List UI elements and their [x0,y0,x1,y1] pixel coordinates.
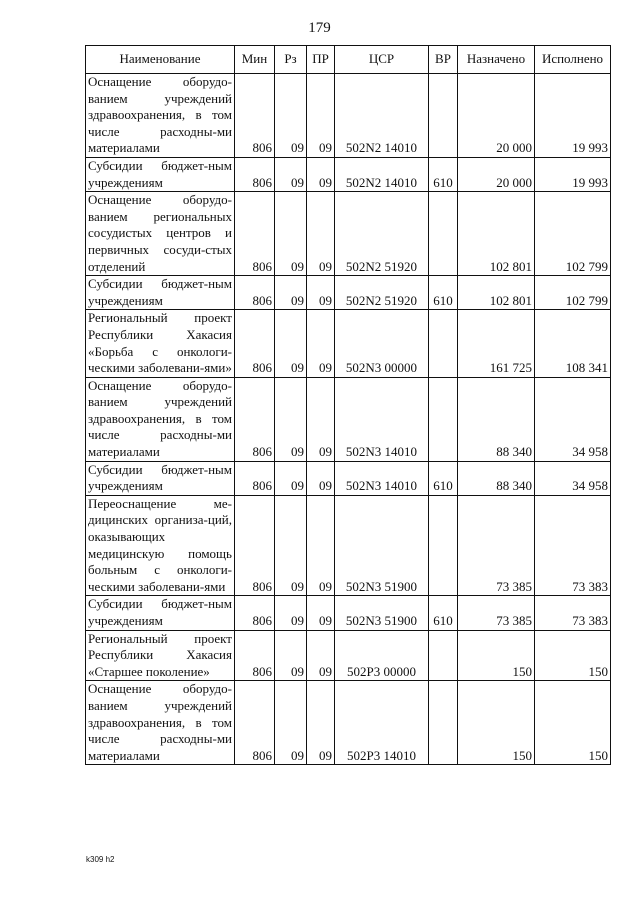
table-row [86,74,611,158]
table-row [86,630,611,681]
cell-pr: 09 [307,74,335,158]
cell-pr: 09 [307,630,335,681]
cell-assigned: 73 385 [458,596,535,630]
header-name: Наименование [86,46,235,74]
footer-code: k309 h2 [86,855,115,864]
cell-vr: 610 [429,596,458,630]
cell-csr: 502N2 51920 [335,276,429,310]
cell-pr: 09 [307,461,335,495]
cell-csr: 502N3 14010 [335,461,429,495]
cell-executed: 34 958 [535,377,611,461]
table-header-row [86,46,611,74]
cell-pr: 09 [307,192,335,276]
cell-pr: 09 [307,596,335,630]
cell-executed: 150 [535,681,611,765]
cell-pr: 09 [307,276,335,310]
cell-assigned: 102 801 [458,276,535,310]
cell-vr: 610 [429,276,458,310]
cell-rz: 09 [275,157,307,191]
cell-csr: 502N3 51900 [335,495,429,596]
cell-pr: 09 [307,157,335,191]
cell-min: 806 [235,681,275,765]
cell-executed: 108 341 [535,310,611,377]
cell-name: Оснащение оборудо-ванием учреждений здравоохранения, в том числе расходны-ми материалами [86,377,235,461]
cell-csr: 502N2 14010 [335,157,429,191]
cell-rz: 09 [275,495,307,596]
cell-name: Субсидии бюджет-ным учреждениям [86,157,235,191]
cell-name: Переоснащение ме-дицинских организа-ций, оказывающих медицинскую помощь больным с онкологи-ческими заболевани-ями [86,495,235,596]
cell-min: 806 [235,157,275,191]
cell-rz: 09 [275,377,307,461]
cell-vr [429,377,458,461]
cell-vr [429,74,458,158]
cell-assigned: 73 385 [458,495,535,596]
page-number: 179 [308,20,331,36]
cell-min: 806 [235,377,275,461]
cell-vr: 610 [429,461,458,495]
cell-executed: 19 993 [535,157,611,191]
table-row [86,495,611,596]
cell-csr: 502N3 51900 [335,596,429,630]
cell-rz: 09 [275,276,307,310]
cell-name: Оснащение оборудо-ванием региональных сосудистых центров и первичных сосуди-стых отделений [86,192,235,276]
cell-name: Субсидии бюджет-ным учреждениям [86,461,235,495]
cell-pr: 09 [307,310,335,377]
cell-assigned: 88 340 [458,377,535,461]
cell-csr: 502N2 51920 [335,192,429,276]
cell-csr: 502P3 00000 [335,630,429,681]
cell-min: 806 [235,461,275,495]
cell-vr [429,630,458,681]
cell-name: Оснащение оборудо-ванием учреждений здравоохранения, в том числе расходны-ми материалами [86,74,235,158]
table-row [86,461,611,495]
cell-vr [429,192,458,276]
cell-csr: 502N3 00000 [335,310,429,377]
cell-min: 806 [235,276,275,310]
cell-rz: 09 [275,630,307,681]
cell-vr [429,681,458,765]
cell-min: 806 [235,74,275,158]
cell-assigned: 88 340 [458,461,535,495]
cell-executed: 73 383 [535,495,611,596]
cell-vr: 610 [429,157,458,191]
cell-executed: 19 993 [535,74,611,158]
cell-name: Оснащение оборудо-ванием учреждений здравоохранения, в том числе расходны-ми материалами [86,681,235,765]
table-row [86,377,611,461]
header-rz: Рз [275,46,307,74]
cell-name: Региональный проект Республики Хакасия «Старшее поколение» [86,630,235,681]
table-row [86,681,611,765]
cell-min: 806 [235,310,275,377]
cell-vr [429,495,458,596]
header-executed: Исполнено [535,46,611,74]
cell-executed: 34 958 [535,461,611,495]
table-row [86,596,611,630]
cell-pr: 09 [307,495,335,596]
cell-pr: 09 [307,377,335,461]
cell-name: Субсидии бюджет-ным учреждениям [86,596,235,630]
table-row [86,192,611,276]
cell-name: Субсидии бюджет-ным учреждениям [86,276,235,310]
table-body [86,74,611,765]
cell-assigned: 20 000 [458,74,535,158]
cell-executed: 73 383 [535,596,611,630]
cell-executed: 102 799 [535,276,611,310]
cell-min: 806 [235,192,275,276]
table-row [86,276,611,310]
cell-rz: 09 [275,310,307,377]
cell-assigned: 161 725 [458,310,535,377]
cell-min: 806 [235,630,275,681]
table-row [86,157,611,191]
cell-pr: 09 [307,681,335,765]
cell-assigned: 150 [458,630,535,681]
cell-assigned: 102 801 [458,192,535,276]
cell-rz: 09 [275,74,307,158]
cell-min: 806 [235,596,275,630]
cell-rz: 09 [275,596,307,630]
header-assigned: Назначено [458,46,535,74]
cell-executed: 102 799 [535,192,611,276]
cell-assigned: 20 000 [458,157,535,191]
header-vr: ВР [429,46,458,74]
header-csr: ЦСР [335,46,429,74]
cell-executed: 150 [535,630,611,681]
cell-min: 806 [235,495,275,596]
header-pr: ПР [307,46,335,74]
cell-csr: 502N3 14010 [335,377,429,461]
cell-assigned: 150 [458,681,535,765]
header-min: Мин [235,46,275,74]
cell-csr: 502P3 14010 [335,681,429,765]
table-row [86,310,611,377]
cell-rz: 09 [275,192,307,276]
cell-name: Региональный проект Республики Хакасия «Борьба с онкологи-ческими заболевани-ями» [86,310,235,377]
cell-csr: 502N2 14010 [335,74,429,158]
cell-vr [429,310,458,377]
cell-rz: 09 [275,681,307,765]
budget-table [85,45,611,765]
cell-rz: 09 [275,461,307,495]
